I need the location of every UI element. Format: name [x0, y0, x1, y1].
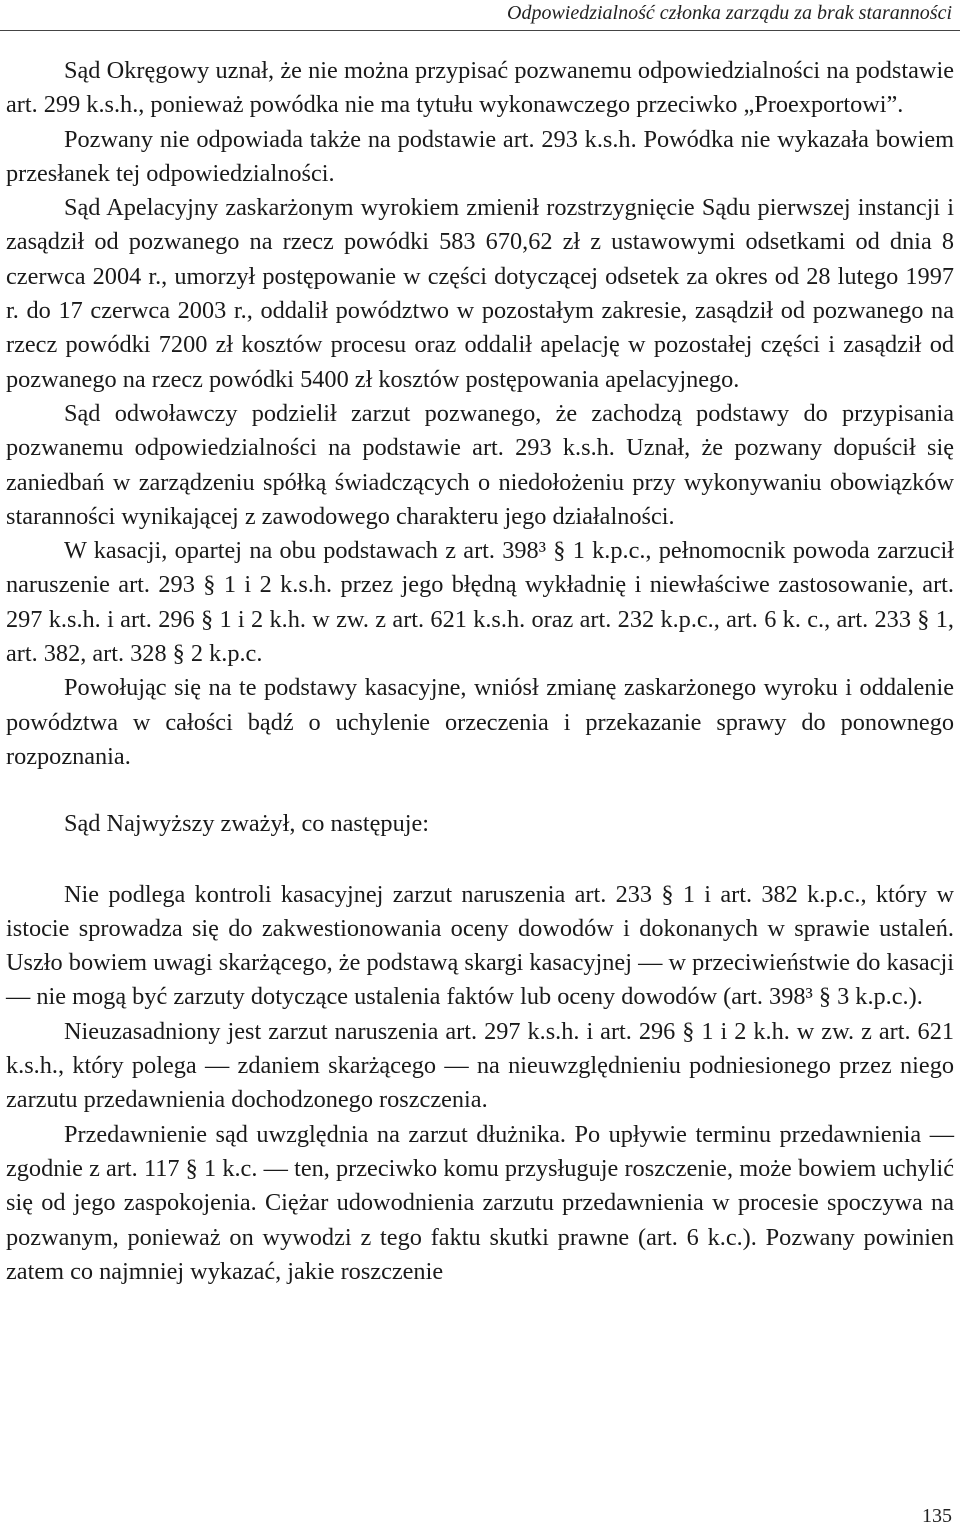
paragraph: Sąd odwoławczy podzielił zarzut pozwanego, że zachodzą podstawy do przypisania pozwanemu odpowiedzialności na podstawie art. 293 k.s.h. Uznał, że pozwany dopuścił się zaniedbań w zarządzeniu spółką świadczących o niedołożeniu przy wykonywaniu obowiązków staranności wynikającej z zawodowego charakteru jego działalności.: [6, 399, 954, 530]
paragraph: Nieuzasadniony jest zarzut naruszenia art. 297 k.s.h. i art. 296 § 1 i 2 k.h. w zw. z art. 621 k.s.h., który polega — zdaniem skarżącego — na nieuwzględnieniu podniesionego przez niego zarzutu przedawnienia dochodzonego roszczenia.: [6, 1017, 954, 1114]
paragraph: Nie podlega kontroli kasacyjnej zarzut naruszenia art. 233 § 1 i art. 382 k.p.c., który w istocie sprowadza się do zakwestionowania oceny dowodów i dokonanych w sprawie ustaleń. Uszło bowiem uwagi skarżącego, że podstawą skargi kasacyjnej — w przeciwieństwie do kasacji — nie mogą być zarzuty dotyczące ustalenia faktów lub oceny dowodów (art. 398³ § 3 k.p.c.).: [6, 880, 954, 1011]
running-header: Odpowiedzialność członka zarządu za brak staranności: [507, 2, 952, 24]
paragraph: Sąd Okręgowy uznał, że nie można przypisać pozwanemu odpowiedzialności na podstawie art. 299 k.s.h., ponieważ powódka nie ma tytułu wykonawczego przeciwko „Proexportowi”.: [6, 57, 954, 119]
document-body: [6, 54, 954, 1289]
paragraph: Przedawnienie sąd uwzględnia na zarzut dłużnika. Po upływie terminu przedawnienia — zgodnie z art. 117 § 1 k.c. — ten, przeciwko komu przysługuje roszczenie, może bowiem uchylić się od jego zaspokojenia. Ciężar udowodnienia zarzutu przedawnienia w procesie spoczywa na pozwanym, ponieważ on wywodzi z tego faktu skutki prawne (art. 6 k.c.). Pozwany powinien zatem co najmniej wykazać, jakie roszczenie: [6, 1120, 954, 1285]
paragraph: Sąd Apelacyjny zaskarżonym wyrokiem zmienił rozstrzygnięcie Sądu pierwszej instancji i zasądził od pozwanego na rzecz powódki 583 670,62 zł z ustawowymi odsetkami od dnia 8 czerwca 2004 r., umorzył postępowanie w części dotyczącej odsetek za okres od 28 lutego 1997 r. do 17 czerwca 2003 r., oddalił powództwo w pozostałym zakresie, zasądził od pozwanego na rzecz powódki 7200 zł kosztów procesu oraz oddalił apelację w pozostałej części i zasądził od pozwanego na rzecz powódki 5400 zł kosztów postępowania apelacyjnego.: [6, 194, 954, 393]
paragraph: Pozwany nie odpowiada także na podstawie art. 293 k.s.h. Powódka nie wykazała bowiem przesłanek tej odpowiedzialności.: [6, 125, 954, 187]
header-rule: [0, 30, 960, 31]
paragraph: Powołując się na te podstawy kasacyjne, wniósł zmianę zaskarżonego wyroku i oddalenie powództwa w całości bądź o uchylenie orzeczenia i przekazanie sprawy do ponownego rozpoznania.: [6, 674, 954, 770]
paragraph: W kasacji, opartej na obu podstawach z art. 398³ § 1 k.p.c., pełnomocnik powoda zarzucił naruszenie art. 293 § 1 i 2 k.s.h. przez jego błędną wykładnię i niewłaściwe zastosowanie, art. 297 k.s.h. i art. 296 § 1 i 2 k.h. w zw. z art. 621 k.s.h. oraz art. 232 k.p.c., art. 6 k. c., art. 233 § 1, art. 382, art. 328 § 2 k.p.c.: [6, 537, 954, 668]
section-heading: Sąd Najwyższy zważył, co następuje:: [64, 810, 429, 838]
page-number: 135: [922, 1505, 952, 1527]
